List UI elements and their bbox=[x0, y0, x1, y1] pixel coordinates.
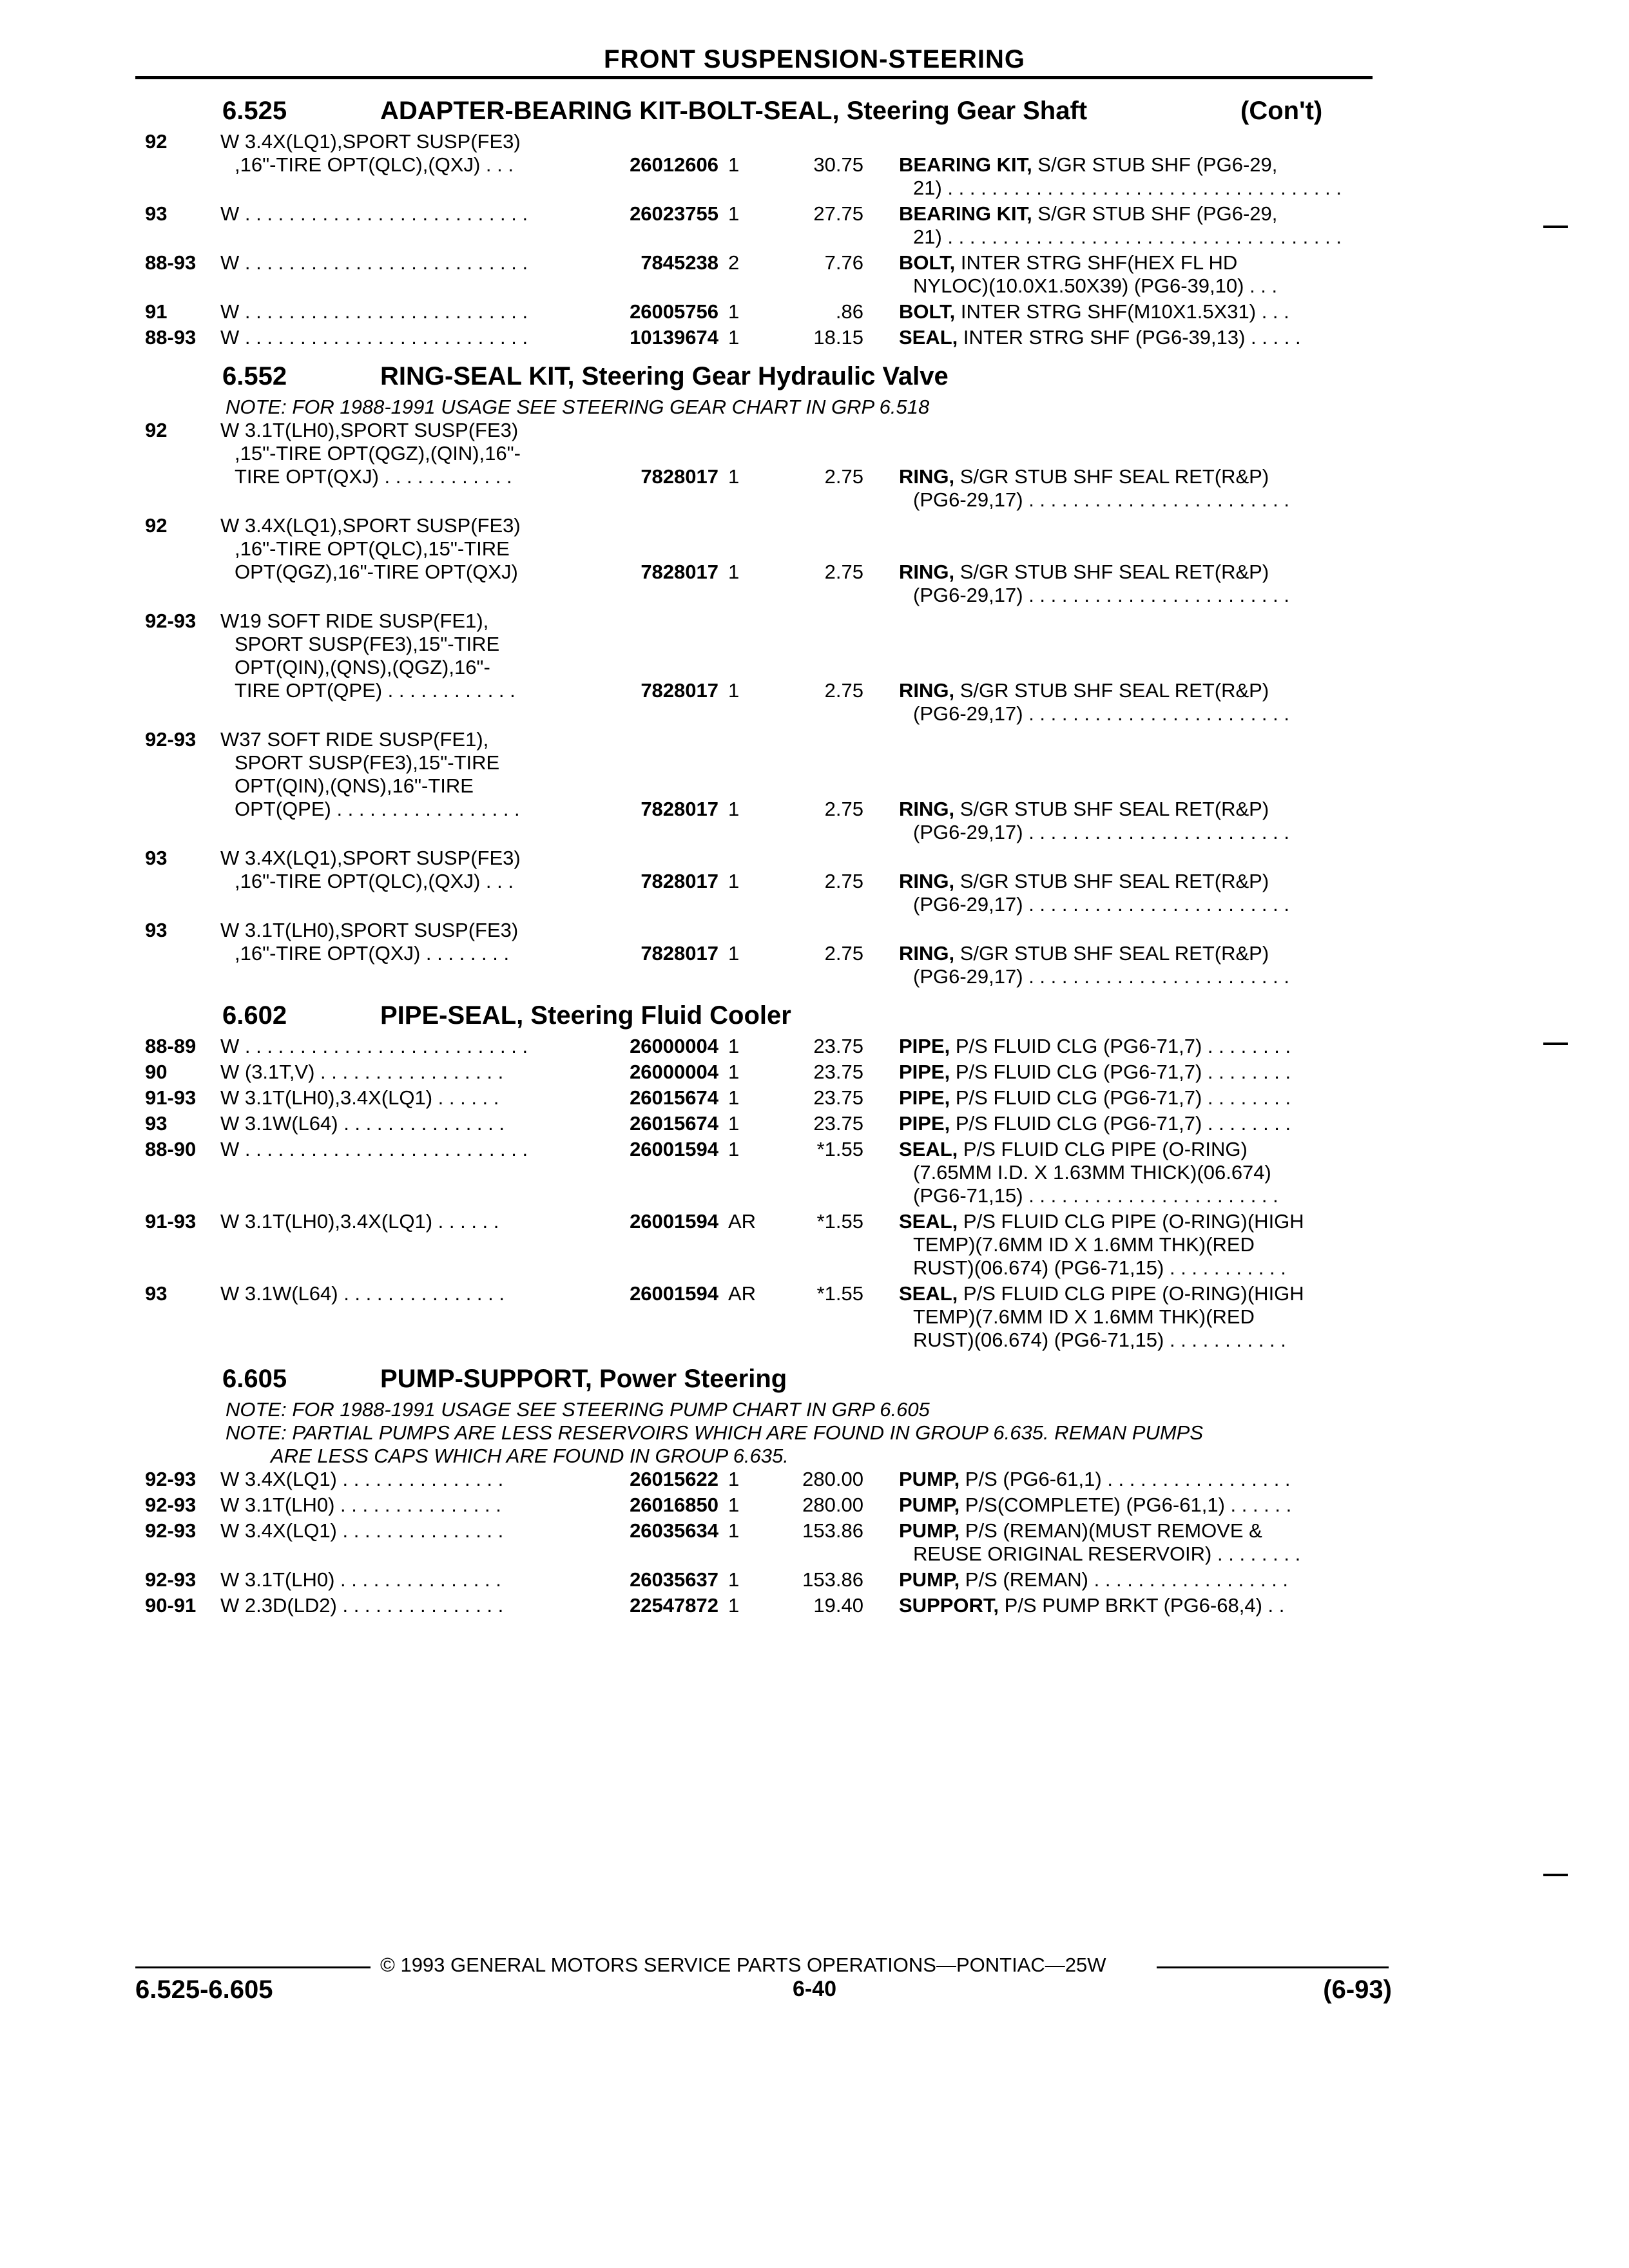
model-year: 88-93 bbox=[145, 251, 197, 274]
item-line: RING, S/GR STUB SHF SEAL RET(R&P) bbox=[899, 798, 1269, 820]
price: 23.75 bbox=[813, 1086, 863, 1109]
item-line: RUST)(06.674) (PG6-71,15) . . . . . . . . . . . bbox=[913, 1329, 1286, 1351]
quantity: 1 bbox=[728, 1061, 740, 1083]
model-year: 92-93 bbox=[145, 1494, 197, 1516]
model-year: 93 bbox=[145, 847, 168, 869]
item-line: RING, S/GR STUB SHF SEAL RET(R&P) bbox=[899, 465, 1269, 488]
footer-rule bbox=[135, 1966, 371, 1968]
item-line: PIPE, P/S FLUID CLG (PG6-71,7) . . . . . . . . bbox=[899, 1112, 1291, 1135]
item-description bbox=[899, 942, 1382, 988]
part-row bbox=[145, 1568, 1382, 1594]
part-row bbox=[145, 610, 1382, 728]
quantity: 1 bbox=[728, 1468, 740, 1490]
usage-line: W 3.4X(LQ1),SPORT SUSP(FE3) bbox=[220, 847, 521, 869]
part-number: 26015622 bbox=[630, 1468, 718, 1490]
footer-page-number: 6-40 bbox=[792, 1977, 837, 2001]
item-line: PUMP, P/S (REMAN)(MUST REMOVE & bbox=[899, 1519, 1262, 1542]
quantity: 1 bbox=[728, 1086, 740, 1109]
item-line: RING, S/GR STUB SHF SEAL RET(R&P) bbox=[899, 870, 1269, 892]
item-line: PUMP, P/S(COMPLETE) (PG6-61,1) . . . . . . bbox=[899, 1494, 1292, 1516]
model-year: 88-93 bbox=[145, 326, 197, 349]
usage-line: W . . . . . . . . . . . . . . . . . . . . . . . . . . bbox=[220, 1035, 528, 1057]
page-title: FRONT SUSPENSION-STEERING bbox=[604, 45, 1025, 73]
model-year: 93 bbox=[145, 919, 168, 941]
model-year: 92-93 bbox=[145, 1468, 197, 1490]
section-title: PUMP-SUPPORT, Power Steering bbox=[380, 1365, 787, 1393]
item-line: PIPE, P/S FLUID CLG (PG6-71,7) . . . . . . . . bbox=[899, 1086, 1291, 1109]
section-heading bbox=[145, 90, 1382, 130]
section-note: ARE LESS CAPS WHICH ARE FOUND IN GROUP 6.635. bbox=[271, 1445, 789, 1467]
section-title: ADAPTER-BEARING KIT-BOLT-SEAL, Steering Gear Shaft bbox=[380, 97, 1088, 125]
price: 153.86 bbox=[802, 1568, 863, 1591]
model-year: 91-93 bbox=[145, 1210, 197, 1233]
part-row bbox=[145, 1519, 1382, 1568]
item-line: PUMP, P/S (PG6-61,1) . . . . . . . . . . . . . . . . . bbox=[899, 1468, 1291, 1490]
usage-line: OPT(QIN),(QNS),16"-TIRE bbox=[235, 774, 474, 797]
item-line: TEMP)(7.6MM ID X 1.6MM THK)(RED bbox=[913, 1305, 1255, 1328]
price: *1.55 bbox=[816, 1138, 863, 1160]
quantity: 1 bbox=[728, 202, 740, 225]
part-number: 26001594 bbox=[630, 1210, 718, 1233]
item-line: SEAL, P/S FLUID CLG PIPE (O-RING)(HIGH bbox=[899, 1210, 1304, 1233]
item-line: (PG6-29,17) . . . . . . . . . . . . . . . . . . . . . . . . bbox=[913, 965, 1289, 988]
part-number: 26001594 bbox=[630, 1138, 718, 1160]
part-number: 26023755 bbox=[630, 202, 718, 225]
usage-line: W 3.1W(L64) . . . . . . . . . . . . . . . bbox=[220, 1112, 505, 1135]
item-line: BOLT, INTER STRG SHF(M10X1.5X31) . . . bbox=[899, 300, 1289, 323]
part-row bbox=[145, 1210, 1382, 1282]
usage-line: OPT(QPE) . . . . . . . . . . . . . . . . . bbox=[235, 798, 520, 820]
model-year: 88-89 bbox=[145, 1035, 197, 1057]
usage-line: W 3.4X(LQ1),SPORT SUSP(FE3) bbox=[220, 514, 521, 537]
part-row bbox=[145, 130, 1382, 202]
part-row bbox=[145, 202, 1382, 251]
quantity: 1 bbox=[728, 1494, 740, 1516]
quantity: 1 bbox=[728, 1138, 740, 1160]
model-year: 90-91 bbox=[145, 1594, 197, 1617]
part-row bbox=[145, 1282, 1382, 1354]
part-row bbox=[145, 1138, 1382, 1210]
item-description bbox=[899, 1494, 1382, 1517]
item-line: PIPE, P/S FLUID CLG (PG6-71,7) . . . . . . . . bbox=[899, 1061, 1291, 1083]
usage-line: W . . . . . . . . . . . . . . . . . . . . . . . . . . bbox=[220, 1138, 528, 1160]
usage-line: W 3.1T(LH0),3.4X(LQ1) . . . . . . bbox=[220, 1210, 499, 1233]
price: 30.75 bbox=[813, 153, 863, 176]
quantity: AR bbox=[728, 1282, 757, 1305]
part-number: 26015674 bbox=[630, 1086, 718, 1109]
item-line: REUSE ORIGINAL RESERVOIR) . . . . . . . . bbox=[913, 1542, 1301, 1565]
price: 2.75 bbox=[824, 561, 863, 583]
quantity: 1 bbox=[728, 798, 740, 820]
item-description bbox=[899, 1086, 1382, 1110]
part-row bbox=[145, 1035, 1382, 1061]
item-line: SUPPORT, P/S PUMP BRKT (PG6-68,4) . . bbox=[899, 1594, 1285, 1617]
item-line: RUST)(06.674) (PG6-71,15) . . . . . . . . . . . bbox=[913, 1256, 1286, 1279]
part-number: 26012606 bbox=[630, 153, 718, 176]
price: 280.00 bbox=[802, 1494, 863, 1516]
margin-mark bbox=[1543, 1874, 1568, 1876]
usage-line: ,16"-TIRE OPT(QXJ) . . . . . . . . bbox=[235, 942, 510, 965]
part-number: 26000004 bbox=[630, 1035, 718, 1057]
price: 2.75 bbox=[824, 679, 863, 702]
price: 27.75 bbox=[813, 202, 863, 225]
part-row bbox=[145, 1494, 1382, 1519]
section-note: NOTE: FOR 1988-1991 USAGE SEE STEERING PUMP CHART IN GRP 6.605 bbox=[226, 1398, 930, 1421]
quantity: 1 bbox=[728, 561, 740, 583]
model-year: 93 bbox=[145, 1112, 168, 1135]
footer-date: (6-93) bbox=[1323, 1975, 1392, 2004]
item-description bbox=[899, 1061, 1382, 1084]
part-row bbox=[145, 419, 1382, 514]
usage-line: W . . . . . . . . . . . . . . . . . . . . . . . . . . bbox=[220, 326, 528, 349]
part-row bbox=[145, 1112, 1382, 1138]
item-description bbox=[899, 202, 1382, 249]
part-row bbox=[145, 514, 1382, 610]
quantity: AR bbox=[728, 1210, 757, 1233]
usage-line: W . . . . . . . . . . . . . . . . . . . . . . . . . . bbox=[220, 202, 528, 225]
price: 2.75 bbox=[824, 942, 863, 965]
price: 19.40 bbox=[813, 1594, 863, 1617]
part-number: 10139674 bbox=[630, 326, 718, 349]
item-line: (PG6-29,17) . . . . . . . . . . . . . . . . . . . . . . . . bbox=[913, 702, 1289, 725]
usage-line: W 2.3D(LD2) . . . . . . . . . . . . . . . bbox=[220, 1594, 504, 1617]
quantity: 1 bbox=[728, 300, 740, 323]
usage-line: W 3.1T(LH0),SPORT SUSP(FE3) bbox=[220, 419, 519, 441]
quantity: 1 bbox=[728, 1112, 740, 1135]
part-number: 26000004 bbox=[630, 1061, 718, 1083]
price: *1.55 bbox=[816, 1282, 863, 1305]
quantity: 1 bbox=[728, 1035, 740, 1057]
section-number: 6.602 bbox=[222, 1001, 287, 1030]
model-year: 92 bbox=[145, 419, 168, 441]
part-row bbox=[145, 1468, 1382, 1494]
price: 2.75 bbox=[824, 798, 863, 820]
quantity: 1 bbox=[728, 1519, 740, 1542]
item-line: PUMP, P/S (REMAN) . . . . . . . . . . . . . . . . . . bbox=[899, 1568, 1289, 1591]
item-description bbox=[899, 1568, 1382, 1591]
item-description bbox=[899, 153, 1382, 200]
item-description bbox=[899, 561, 1382, 607]
item-description bbox=[899, 679, 1382, 726]
price: 23.75 bbox=[813, 1061, 863, 1083]
model-year: 92 bbox=[145, 130, 168, 153]
part-row bbox=[145, 300, 1382, 326]
part-number: 7828017 bbox=[641, 465, 718, 488]
usage-line: SPORT SUSP(FE3),15"-TIRE bbox=[235, 751, 500, 774]
usage-line: W . . . . . . . . . . . . . . . . . . . . . . . . . . bbox=[220, 251, 528, 274]
usage-line: OPT(QGZ),16"-TIRE OPT(QXJ) bbox=[235, 561, 518, 583]
quantity: 1 bbox=[728, 465, 740, 488]
part-number: 7828017 bbox=[641, 561, 718, 583]
item-line: RING, S/GR STUB SHF SEAL RET(R&P) bbox=[899, 679, 1269, 702]
usage-line: TIRE OPT(QXJ) . . . . . . . . . . . . bbox=[235, 465, 512, 488]
model-year: 91-93 bbox=[145, 1086, 197, 1109]
margin-mark bbox=[1543, 226, 1568, 228]
header-rule bbox=[135, 76, 1373, 79]
item-line: RING, S/GR STUB SHF SEAL RET(R&P) bbox=[899, 561, 1269, 583]
part-number: 26001594 bbox=[630, 1282, 718, 1305]
usage-line: W . . . . . . . . . . . . . . . . . . . . . . . . . . bbox=[220, 300, 528, 323]
part-row bbox=[145, 1594, 1382, 1620]
price: 2.75 bbox=[824, 870, 863, 892]
item-line: (PG6-29,17) . . . . . . . . . . . . . . . . . . . . . . . . bbox=[913, 488, 1289, 511]
item-line: (PG6-29,17) . . . . . . . . . . . . . . . . . . . . . . . . bbox=[913, 584, 1289, 606]
item-description bbox=[899, 798, 1382, 844]
part-row bbox=[145, 1086, 1382, 1112]
part-row bbox=[145, 847, 1382, 919]
item-line: (PG6-29,17) . . . . . . . . . . . . . . . . . . . . . . . . bbox=[913, 893, 1289, 916]
price: 18.15 bbox=[813, 326, 863, 349]
part-number: 22547872 bbox=[630, 1594, 718, 1617]
part-number: 26015674 bbox=[630, 1112, 718, 1135]
item-description bbox=[899, 465, 1382, 512]
section-heading bbox=[145, 995, 1382, 1035]
item-line: 21) . . . . . . . . . . . . . . . . . . . . . . . . . . . . . . . . . . . . bbox=[913, 177, 1342, 199]
usage-line: W37 SOFT RIDE SUSP(FE1), bbox=[220, 728, 489, 751]
usage-line: W 3.1T(LH0),3.4X(LQ1) . . . . . . bbox=[220, 1086, 499, 1109]
part-row bbox=[145, 251, 1382, 300]
part-number: 26035637 bbox=[630, 1568, 718, 1591]
section-title: PIPE-SEAL, Steering Fluid Cooler bbox=[380, 1001, 791, 1030]
section-heading bbox=[145, 1358, 1382, 1398]
item-description bbox=[899, 326, 1382, 349]
item-description bbox=[899, 1138, 1382, 1207]
section-gap bbox=[145, 1620, 1382, 1624]
section-number: 6.552 bbox=[222, 362, 287, 390]
item-line: BEARING KIT, S/GR STUB SHF (PG6-29, bbox=[899, 153, 1278, 176]
part-row bbox=[145, 728, 1382, 847]
quantity: 1 bbox=[728, 870, 740, 892]
quantity: 1 bbox=[728, 1594, 740, 1617]
usage-line: OPT(QIN),(QNS),(QGZ),16"- bbox=[235, 656, 490, 678]
price: .86 bbox=[835, 300, 863, 323]
section-number: 6.605 bbox=[222, 1365, 287, 1393]
part-number: 26035634 bbox=[630, 1519, 718, 1542]
quantity: 1 bbox=[728, 679, 740, 702]
item-line: (7.65MM I.D. X 1.63MM THICK)(06.674) bbox=[913, 1161, 1271, 1184]
item-line: RING, S/GR STUB SHF SEAL RET(R&P) bbox=[899, 942, 1269, 965]
section-note: NOTE: PARTIAL PUMPS ARE LESS RESERVOIRS WHICH ARE FOUND IN GROUP 6.635. REMAN PUMPS bbox=[226, 1421, 1204, 1444]
part-number: 26005756 bbox=[630, 300, 718, 323]
price: 23.75 bbox=[813, 1035, 863, 1057]
usage-line: W 3.1T(LH0) . . . . . . . . . . . . . . . bbox=[220, 1568, 501, 1591]
usage-line: W 3.1T(LH0),SPORT SUSP(FE3) bbox=[220, 919, 519, 941]
item-line: PIPE, P/S FLUID CLG (PG6-71,7) . . . . . . . . bbox=[899, 1035, 1291, 1057]
section-title: RING-SEAL KIT, Steering Gear Hydraulic Valve bbox=[380, 362, 949, 390]
price: 2.75 bbox=[824, 465, 863, 488]
part-row bbox=[145, 1061, 1382, 1086]
quantity: 1 bbox=[728, 153, 740, 176]
part-number: 7828017 bbox=[641, 942, 718, 965]
item-line: BEARING KIT, S/GR STUB SHF (PG6-29, bbox=[899, 202, 1278, 225]
price: 23.75 bbox=[813, 1112, 863, 1135]
item-description bbox=[899, 1594, 1382, 1617]
quantity: 2 bbox=[728, 251, 740, 274]
section-number: 6.525 bbox=[222, 97, 287, 125]
item-line: BOLT, INTER STRG SHF(HEX FL HD bbox=[899, 251, 1238, 274]
usage-line: ,16"-TIRE OPT(QLC),(QXJ) . . . bbox=[235, 870, 514, 892]
model-year: 90 bbox=[145, 1061, 168, 1083]
usage-line: W 3.4X(LQ1) . . . . . . . . . . . . . . . bbox=[220, 1468, 504, 1490]
model-year: 93 bbox=[145, 1282, 168, 1305]
price: *1.55 bbox=[816, 1210, 863, 1233]
model-year: 93 bbox=[145, 202, 168, 225]
catalog-content bbox=[145, 90, 1382, 1624]
usage-line: W 3.4X(LQ1),SPORT SUSP(FE3) bbox=[220, 130, 521, 153]
item-description bbox=[899, 1035, 1382, 1058]
item-description bbox=[899, 1112, 1382, 1135]
usage-line: W 3.4X(LQ1) . . . . . . . . . . . . . . . bbox=[220, 1519, 504, 1542]
quantity: 1 bbox=[728, 942, 740, 965]
usage-line: ,15"-TIRE OPT(QGZ),(QIN),16"- bbox=[235, 442, 521, 465]
usage-line: TIRE OPT(QPE) . . . . . . . . . . . . bbox=[235, 679, 516, 702]
item-description bbox=[899, 1282, 1382, 1352]
usage-line: W 3.1W(L64) . . . . . . . . . . . . . . . bbox=[220, 1282, 505, 1305]
item-description bbox=[899, 870, 1382, 916]
model-year: 92-93 bbox=[145, 1568, 197, 1591]
section-heading bbox=[145, 356, 1382, 396]
item-description bbox=[899, 1468, 1382, 1491]
model-year: 88-90 bbox=[145, 1138, 197, 1160]
model-year: 92-93 bbox=[145, 610, 197, 632]
part-number: 7828017 bbox=[641, 798, 718, 820]
item-line: SEAL, P/S FLUID CLG PIPE (O-RING) bbox=[899, 1138, 1248, 1160]
section-continued: (Con't) bbox=[1240, 97, 1323, 125]
item-line: (PG6-71,15) . . . . . . . . . . . . . . . . . . . . . . . bbox=[913, 1184, 1278, 1207]
price: 7.76 bbox=[824, 251, 863, 274]
item-line: 21) . . . . . . . . . . . . . . . . . . . . . . . . . . . . . . . . . . . . bbox=[913, 226, 1342, 248]
item-description bbox=[899, 251, 1382, 298]
quantity: 1 bbox=[728, 1568, 740, 1591]
model-year: 92 bbox=[145, 514, 168, 537]
usage-line: ,16"-TIRE OPT(QLC),15"-TIRE bbox=[235, 537, 510, 560]
item-line: TEMP)(7.6MM ID X 1.6MM THK)(RED bbox=[913, 1233, 1255, 1256]
usage-line: W 3.1T(LH0) . . . . . . . . . . . . . . . bbox=[220, 1494, 501, 1516]
item-description bbox=[899, 1519, 1382, 1566]
item-line: NYLOC)(10.0X1.50X39) (PG6-39,10) . . . bbox=[913, 274, 1278, 297]
part-row bbox=[145, 919, 1382, 991]
model-year: 91 bbox=[145, 300, 168, 323]
item-line: (PG6-29,17) . . . . . . . . . . . . . . . . . . . . . . . . bbox=[913, 821, 1289, 843]
usage-line: W19 SOFT RIDE SUSP(FE1), bbox=[220, 610, 489, 632]
part-number: 26016850 bbox=[630, 1494, 718, 1516]
usage-line: SPORT SUSP(FE3),15"-TIRE bbox=[235, 633, 500, 655]
margin-mark bbox=[1543, 1043, 1568, 1045]
part-number: 7828017 bbox=[641, 679, 718, 702]
part-number: 7845238 bbox=[641, 251, 718, 274]
footer-rule bbox=[1157, 1966, 1389, 1968]
quantity: 1 bbox=[728, 326, 740, 349]
item-line: SEAL, P/S FLUID CLG PIPE (O-RING)(HIGH bbox=[899, 1282, 1304, 1305]
footer-copyright: © 1993 GENERAL MOTORS SERVICE PARTS OPERATIONS—PONTIAC—25W bbox=[380, 1954, 1106, 1976]
price: 280.00 bbox=[802, 1468, 863, 1490]
item-line: SEAL, INTER STRG SHF (PG6-39,13) . . . . . bbox=[899, 326, 1301, 349]
item-description bbox=[899, 1210, 1382, 1280]
item-description bbox=[899, 300, 1382, 323]
part-number: 7828017 bbox=[641, 870, 718, 892]
model-year: 92-93 bbox=[145, 1519, 197, 1542]
part-row bbox=[145, 326, 1382, 352]
usage-line: ,16"-TIRE OPT(QLC),(QXJ) . . . bbox=[235, 153, 514, 176]
footer-group-range: 6.525-6.605 bbox=[135, 1975, 273, 2004]
model-year: 92-93 bbox=[145, 728, 197, 751]
price: 153.86 bbox=[802, 1519, 863, 1542]
section-note: NOTE: FOR 1988-1991 USAGE SEE STEERING GEAR CHART IN GRP 6.518 bbox=[226, 396, 930, 418]
usage-line: W (3.1T,V) . . . . . . . . . . . . . . . . . bbox=[220, 1061, 504, 1083]
